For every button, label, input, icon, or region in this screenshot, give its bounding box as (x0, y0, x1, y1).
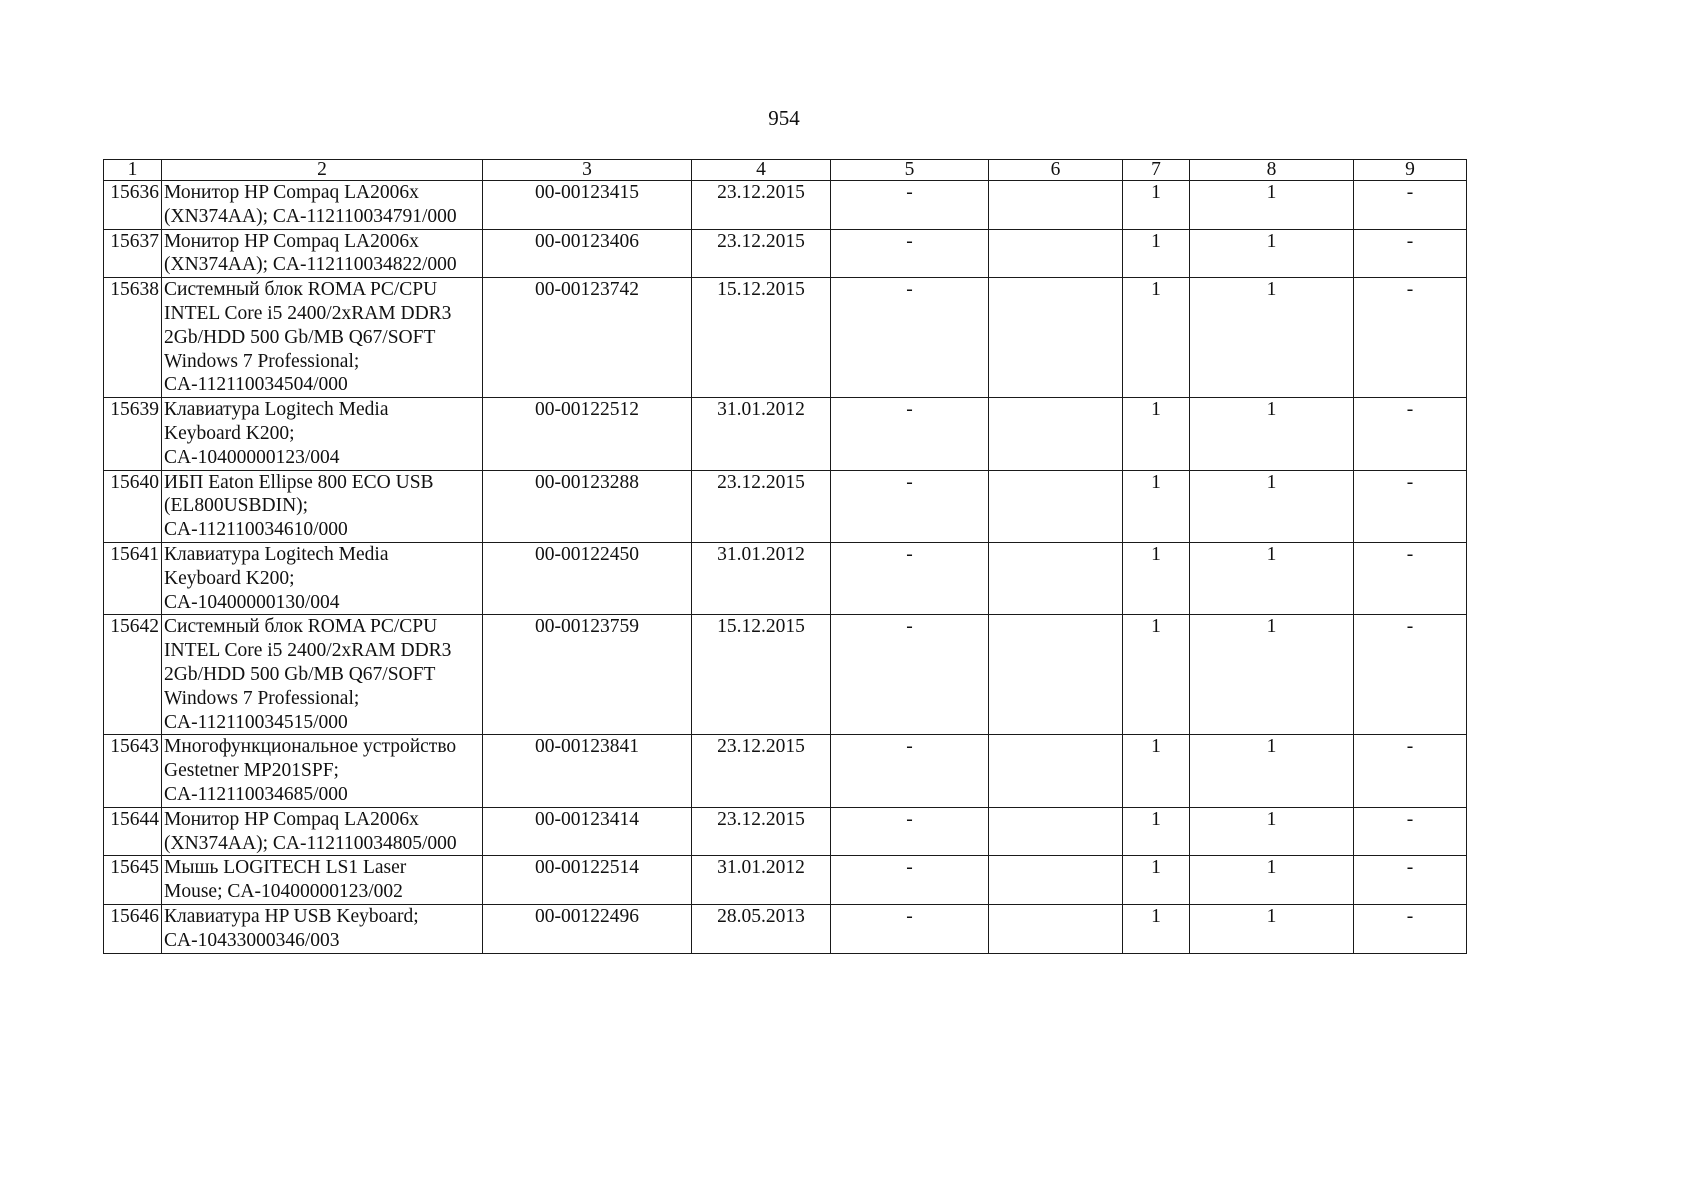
table-row (104, 807, 1467, 856)
table-row (104, 278, 1467, 398)
inventory-number-cell: 00-00122496 (483, 904, 692, 953)
inventory-number-cell: 00-00123841 (483, 735, 692, 807)
column-8-cell: 1 (1190, 181, 1354, 230)
item-name-line: CA-112110034515/000 (164, 711, 348, 733)
date-cell: 23.12.2015 (692, 229, 831, 278)
column-5-cell: - (831, 856, 989, 905)
date-cell: 23.12.2015 (692, 807, 831, 856)
column-6-cell (989, 856, 1123, 905)
item-name-cell (162, 181, 483, 230)
item-name-cell (162, 904, 483, 953)
inventory-number-cell: 00-00122450 (483, 542, 692, 614)
column-7-cell: 1 (1123, 398, 1190, 470)
column-6-cell (989, 615, 1123, 735)
item-name-line: 2Gb/HDD 500 Gb/MB Q67/SOFT (164, 326, 436, 348)
table-row (104, 181, 1467, 230)
column-5-cell: - (831, 398, 989, 470)
column-9-cell: - (1354, 904, 1467, 953)
column-7-cell: 1 (1123, 856, 1190, 905)
column-9-cell: - (1354, 470, 1467, 542)
page-number: 954 (768, 106, 800, 130)
column-6-cell (989, 278, 1123, 398)
row-number-cell: 15639 (104, 398, 162, 470)
item-name-line: Keyboard K200; (164, 567, 295, 589)
item-name-line: Монитор HP Compaq LA2006x (164, 808, 419, 830)
row-number-cell: 15646 (104, 904, 162, 953)
item-name-line: Монитор HP Compaq LA2006x (164, 230, 419, 252)
row-number-cell: 15645 (104, 856, 162, 905)
column-5-cell: - (831, 278, 989, 398)
table-row (104, 542, 1467, 614)
row-number-cell: 15641 (104, 542, 162, 614)
date-cell: 15.12.2015 (692, 615, 831, 735)
item-name-line: Мышь LOGITECH LS1 Laser (164, 857, 407, 879)
item-name-cell (162, 398, 483, 470)
column-6-cell (989, 904, 1123, 953)
date-cell: 15.12.2015 (692, 278, 831, 398)
item-name-line: CA-10400000130/004 (164, 591, 340, 613)
date-cell: 31.01.2012 (692, 856, 831, 905)
table-row (104, 398, 1467, 470)
column-header-6: 6 (989, 160, 1123, 181)
column-header-5: 5 (831, 160, 989, 181)
row-number-cell: 15638 (104, 278, 162, 398)
inventory-number-cell: 00-00122514 (483, 856, 692, 905)
item-name-line: CA-10400000123/004 (164, 446, 340, 468)
column-6-cell (989, 735, 1123, 807)
item-name-line: Gestetner MP201SPF; (164, 760, 339, 782)
column-5-cell: - (831, 542, 989, 614)
item-name-cell (162, 229, 483, 278)
column-9-cell: - (1354, 278, 1467, 398)
date-cell: 31.01.2012 (692, 542, 831, 614)
column-header-8: 8 (1190, 160, 1354, 181)
column-6-cell (989, 398, 1123, 470)
column-header-4: 4 (692, 160, 831, 181)
date-cell: 31.01.2012 (692, 398, 831, 470)
inventory-number-cell: 00-00123415 (483, 181, 692, 230)
column-6-cell (989, 229, 1123, 278)
column-5-cell: - (831, 807, 989, 856)
column-5-cell: - (831, 615, 989, 735)
item-name-line: CA-112110034504/000 (164, 374, 348, 396)
item-name-line: Многофункциональное устройство (164, 736, 457, 758)
column-5-cell: - (831, 470, 989, 542)
item-name-line: INTEL Core i5 2400/2xRAM DDR3 (164, 302, 452, 324)
column-6-cell (989, 807, 1123, 856)
item-name-line: Windows 7 Professional; (164, 687, 360, 709)
item-name-cell (162, 856, 483, 905)
date-cell: 23.12.2015 (692, 735, 831, 807)
column-9-cell: - (1354, 856, 1467, 905)
inventory-number-cell: 00-00123742 (483, 278, 692, 398)
item-name-cell (162, 278, 483, 398)
column-header-1: 1 (104, 160, 162, 181)
item-name-line: (XN374AA); CA-112110034822/000 (164, 254, 457, 276)
item-name-cell (162, 542, 483, 614)
item-name-line: CA-10433000346/003 (164, 929, 340, 951)
row-number-cell: 15640 (104, 470, 162, 542)
column-7-cell: 1 (1123, 278, 1190, 398)
column-5-cell: - (831, 181, 989, 230)
item-name-line: Монитор HP Compaq LA2006x (164, 182, 419, 203)
item-name-line: Клавиатура Logitech Media (164, 543, 389, 565)
item-name-cell (162, 807, 483, 856)
item-name-line: Mouse; CA-10400000123/002 (164, 881, 403, 903)
column-header-7: 7 (1123, 160, 1190, 181)
table-row (104, 229, 1467, 278)
column-7-cell: 1 (1123, 735, 1190, 807)
column-5-cell: - (831, 904, 989, 953)
column-9-cell: - (1354, 615, 1467, 735)
inventory-number-cell: 00-00123759 (483, 615, 692, 735)
item-name-line: Клавиатура Logitech Media (164, 399, 389, 421)
column-8-cell: 1 (1190, 735, 1354, 807)
date-cell: 23.12.2015 (692, 181, 831, 230)
item-name-line: ИБП Eaton Ellipse 800 ECO USB (164, 471, 434, 493)
column-8-cell: 1 (1190, 398, 1354, 470)
inventory-number-cell: 00-00123406 (483, 229, 692, 278)
table-row (104, 470, 1467, 542)
table-row (104, 735, 1467, 807)
item-name-line: Клавиатура HP USB Keyboard; (164, 905, 419, 927)
row-number-cell: 15643 (104, 735, 162, 807)
column-6-cell (989, 470, 1123, 542)
asset-table (103, 159, 1467, 954)
column-9-cell: - (1354, 181, 1467, 230)
item-name-line: Системный блок ROMA PC/CPU (164, 279, 438, 301)
date-cell: 28.05.2013 (692, 904, 831, 953)
item-name-line: (EL800USBDIN); (164, 495, 309, 517)
column-9-cell: - (1354, 229, 1467, 278)
column-8-cell: 1 (1190, 542, 1354, 614)
column-header-9: 9 (1354, 160, 1467, 181)
column-8-cell: 1 (1190, 856, 1354, 905)
inventory-number-cell: 00-00123414 (483, 807, 692, 856)
row-number-cell: 15642 (104, 615, 162, 735)
table-row (104, 615, 1467, 735)
row-number-cell: 15636 (104, 181, 162, 230)
inventory-number-cell: 00-00123288 (483, 470, 692, 542)
column-9-cell: - (1354, 542, 1467, 614)
item-name-line: (XN374AA); CA-112110034791/000 (164, 205, 457, 227)
column-8-cell: 1 (1190, 278, 1354, 398)
column-header-3: 3 (483, 160, 692, 181)
date-cell: 23.12.2015 (692, 470, 831, 542)
column-9-cell: - (1354, 735, 1467, 807)
column-7-cell: 1 (1123, 470, 1190, 542)
column-5-cell: - (831, 229, 989, 278)
item-name-line: CA-112110034685/000 (164, 783, 348, 805)
column-header-2: 2 (162, 160, 483, 181)
table-row (104, 856, 1467, 905)
column-8-cell: 1 (1190, 904, 1354, 953)
column-7-cell: 1 (1123, 229, 1190, 278)
column-8-cell: 1 (1190, 807, 1354, 856)
item-name-line: CA-112110034610/000 (164, 519, 348, 541)
inventory-number-cell: 00-00122512 (483, 398, 692, 470)
table-header-row (104, 160, 1467, 181)
column-6-cell (989, 542, 1123, 614)
column-9-cell: - (1354, 807, 1467, 856)
item-name-line: INTEL Core i5 2400/2xRAM DDR3 (164, 640, 452, 662)
row-number-cell: 15644 (104, 807, 162, 856)
column-7-cell: 1 (1123, 807, 1190, 856)
column-8-cell: 1 (1190, 229, 1354, 278)
item-name-cell (162, 615, 483, 735)
item-name-cell (162, 470, 483, 542)
column-6-cell (989, 181, 1123, 230)
item-name-line: 2Gb/HDD 500 Gb/MB Q67/SOFT (164, 663, 436, 685)
column-7-cell: 1 (1123, 542, 1190, 614)
table-body (104, 181, 1467, 954)
column-8-cell: 1 (1190, 615, 1354, 735)
item-name-line: Windows 7 Professional; (164, 350, 360, 372)
column-7-cell: 1 (1123, 904, 1190, 953)
column-8-cell: 1 (1190, 470, 1354, 542)
item-name-line: (XN374AA); CA-112110034805/000 (164, 832, 457, 854)
row-number-cell: 15637 (104, 229, 162, 278)
column-7-cell: 1 (1123, 615, 1190, 735)
column-5-cell: - (831, 735, 989, 807)
item-name-line: Системный блок ROMA PC/CPU (164, 616, 438, 638)
item-name-cell (162, 735, 483, 807)
column-9-cell: - (1354, 398, 1467, 470)
item-name-line: Keyboard K200; (164, 422, 295, 444)
column-7-cell: 1 (1123, 181, 1190, 230)
table-row (104, 904, 1467, 953)
